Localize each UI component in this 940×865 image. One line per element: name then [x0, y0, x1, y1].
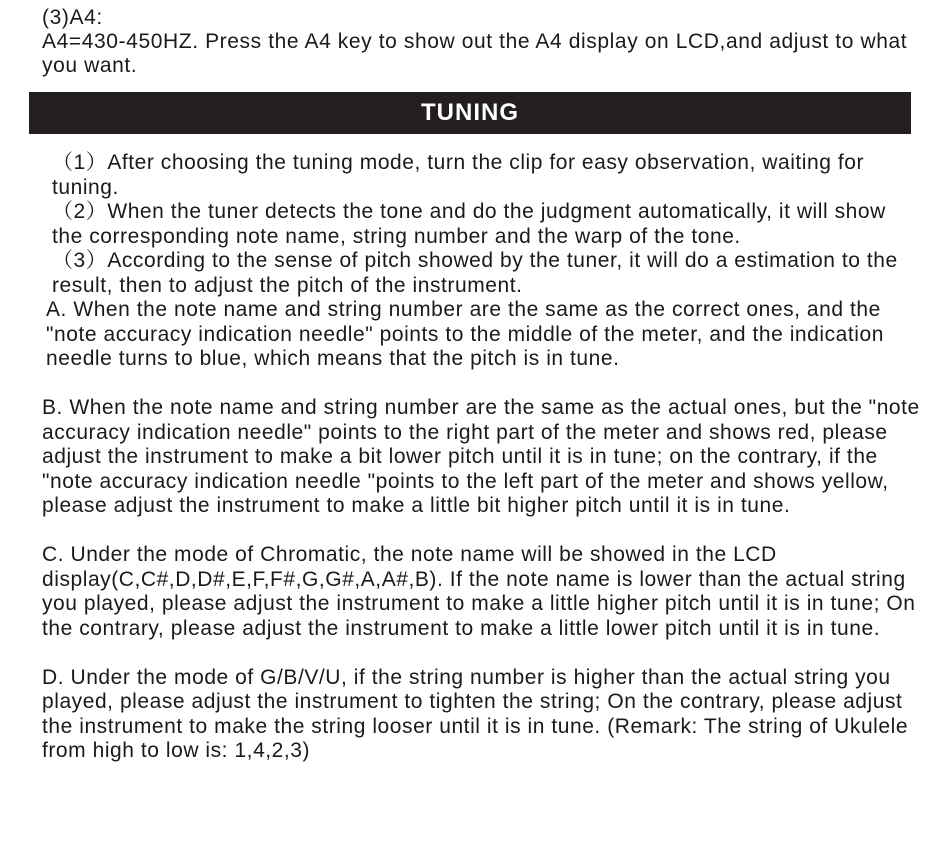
tuning-step-3: （3）According to the sense of pitch showed by the tuner, it will do a estimation to the result, then to adjust the pitch of the instrument. — [52, 249, 898, 297]
paragraph-b: B. When the note name and string number are the same as the actual ones, but the "note accuracy indication needle" points to the right part of the meter and shows red, please adjust the instrument to make a bit lower pitch until it is in tune; on the contrary, if the "note accuracy indication needle "points to the left part of the meter and shows yellow, please adjust the instrument to make a little bit higher pitch until it is in tune. — [42, 396, 920, 517]
a4-description: A4=430-450HZ. Press the A4 key to show out the A4 display on LCD,and adjust to what you want. — [42, 30, 908, 77]
paragraph-spacer — [42, 519, 922, 544]
tuning-instructions — [42, 151, 922, 764]
a4-heading: (3)A4: — [42, 6, 103, 29]
paragraph-spacer — [42, 641, 922, 666]
paragraph-spacer — [42, 372, 922, 397]
tuning-banner — [29, 92, 911, 134]
paragraph-d: D. Under the mode of G/B/V/U, if the string number is higher than the actual string you played, please adjust the instrument to tighten the string; On the contrary, please adjust the instrument to make the string looser until it is in tune. (Remark: The string of Ukulele from high to low is: 1,4,2,3) — [42, 665, 909, 762]
tuning-step-1: （1）After choosing the tuning mode, turn the clip for easy observation, waiting for tuning. — [52, 151, 865, 199]
paragraph-a: A. When the note name and string number are the same as the correct ones, and the "note accuracy indication needle" points to the middle of the meter, and the indication needle turns to blue, which means that the pitch is in tune. — [46, 298, 884, 370]
tuning-title: TUNING — [421, 99, 519, 126]
tuning-step-2: （2）When the tuner detects the tone and do the judgment automatically, it will show the corresponding note name, string number and the warp of the tone. — [52, 200, 886, 248]
a4-section — [42, 6, 922, 78]
paragraph-c: C. Under the mode of Chromatic, the note name will be showed in the LCD display(C,C#,D,D#,E,F,F#,G,G#,A,A#,B). If the note name is lower than the actual string you played, please adjust the instrument to make a little higher pitch until it is in tune; On the contrary, please adjust the instrument to make a little lower pitch until it is in tune. — [42, 543, 916, 640]
